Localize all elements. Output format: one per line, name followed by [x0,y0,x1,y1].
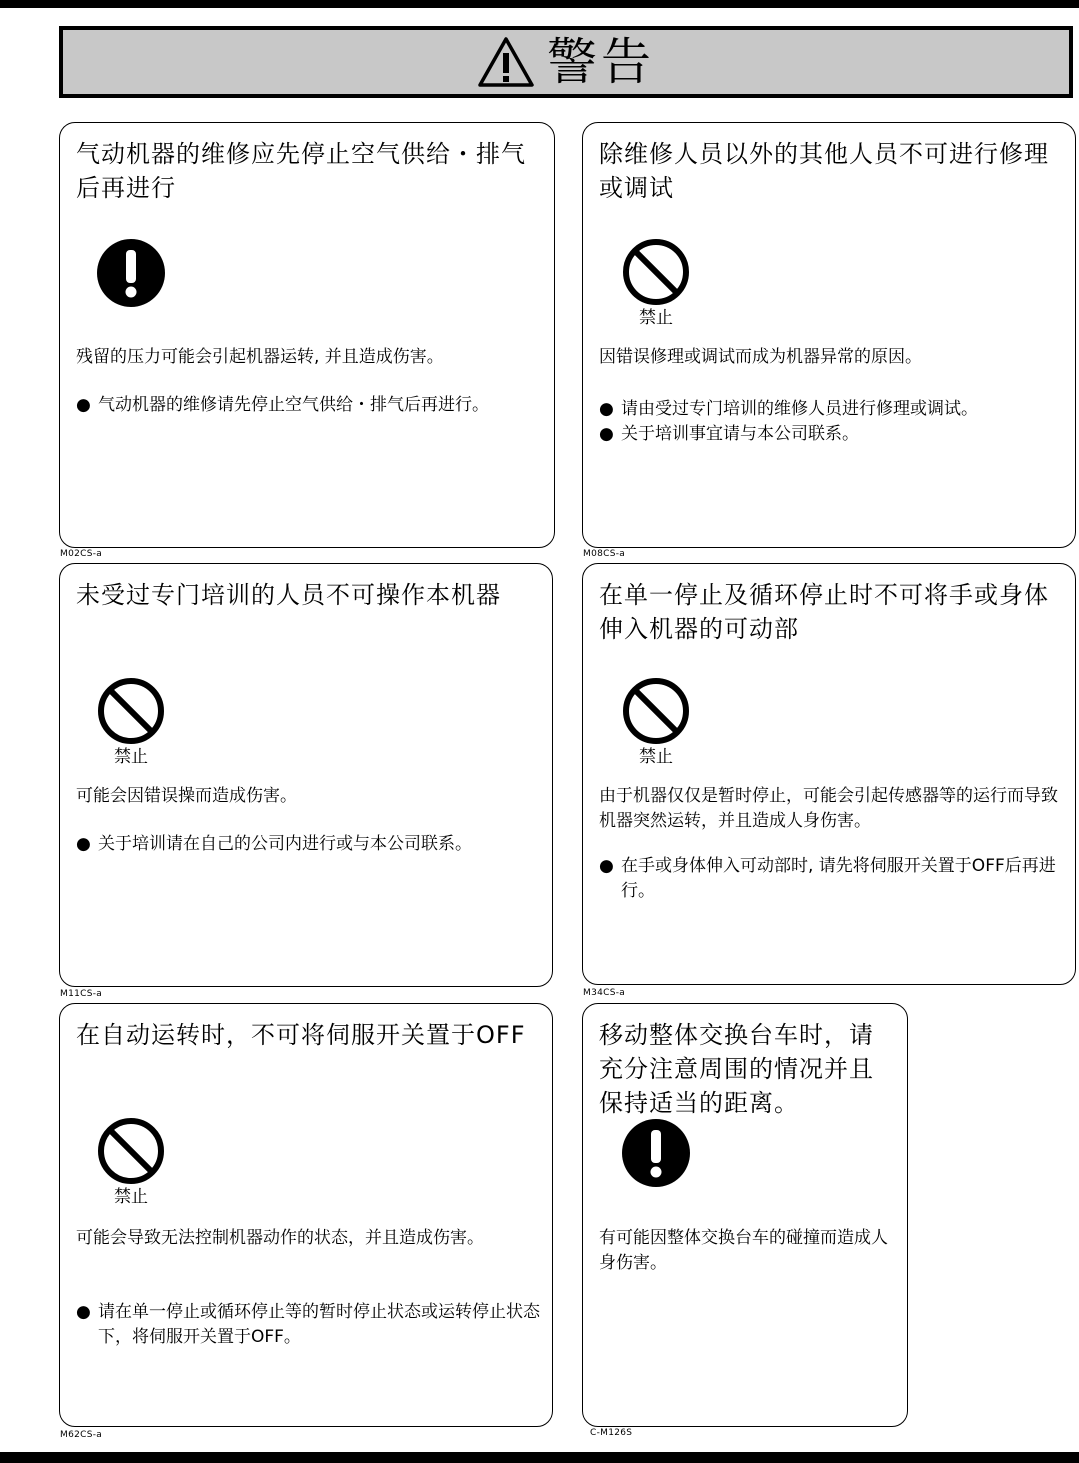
warning-card-untrained-operation [59,563,553,987]
card-body: 可能会因错误操而造成伤害。 [76,786,297,806]
card-symbol [96,676,166,768]
prohibited-icon [96,1116,166,1186]
bullet-item: ● 气动机器的维修请先停止空气供给・排气后再进行。 [76,395,489,415]
bullet-item: ● 请由受过专门培训的维修人员进行修理或调试。 [599,399,978,419]
card-body: 由于机器仅仅是暂时停止，可能会引起传感器等的运行而导致机器突然运转，并且造成人身伤害。 [599,786,1058,831]
card-heading: 未受过专门培训的人员不可操作本机器 [76,581,501,609]
bullet-item: ● 在手或身体伸入可动部时, 请先将伺服开关置于OFF后再进行。 [599,856,1056,901]
card-code: C-M126S [590,1428,633,1438]
card-heading: 在单一停止及循环停止时不可将手或身体伸入机器的可动部 [599,581,1049,643]
prohibited-icon [621,237,691,307]
prohibited-icon [96,676,166,746]
card-symbol [621,1118,691,1188]
warning-banner [59,26,1073,98]
banner-title: 警告 [547,33,655,91]
prohibited-icon [621,676,691,746]
bullet-item: ● 请在单一停止或循环停止等的暂时停止状态或运转停止状态下，将伺服开关置于OFF。 [76,1302,540,1347]
card-symbol [621,237,691,329]
card-bullets [599,854,1069,904]
card-symbol [621,676,691,768]
top-rule [0,0,1079,8]
card-body: 残留的压力可能会引起机器运转, 并且造成伤害。 [76,347,444,367]
card-heading: 气动机器的维修应先停止空气供给・排气后再进行 [76,140,526,202]
card-body: 因错误修理或调试而成为机器异常的原因。 [599,347,922,367]
prohibited-caption: 禁止 [639,747,673,767]
card-bullets [76,393,548,418]
card-symbol [96,238,166,308]
card-body: 可能会导致无法控制机器动作的状态，并且造成伤害。 [76,1228,484,1248]
card-code: M08CS-a [583,549,626,559]
bullet-item: ● 关于培训事宜请与本公司联系。 [599,424,859,444]
prohibited-caption: 禁止 [114,1187,148,1207]
mandatory-icon [621,1118,691,1188]
card-body: 有可能因整体交换台车的碰撞而造成人身伤害。 [599,1228,888,1273]
bullet-item: ● 关于培训请在自己的公司内进行或与本公司联系。 [76,834,472,854]
warning-card-unauthorized-repair [582,122,1076,548]
warning-card-pneumatic-maintenance [59,122,555,548]
card-bullets [76,1300,546,1350]
card-heading: 除维修人员以外的其他人员不可进行修理或调试 [599,140,1049,202]
card-heading: 在自动运转时，不可将伺服开关置于OFF [76,1021,526,1049]
warning-triangle-icon [477,36,535,88]
card-code: M11CS-a [60,989,103,999]
card-code: M02CS-a [60,549,103,559]
card-bullets [599,397,1069,447]
card-symbol [96,1116,166,1208]
prohibited-caption: 禁止 [639,308,673,328]
mandatory-icon [96,238,166,308]
warning-card-moving-cart [582,1003,908,1427]
warning-card-servo-off [59,1003,553,1427]
bottom-rule [0,1452,1079,1463]
card-bullets [76,832,546,857]
card-code: M34CS-a [583,988,626,998]
warning-card-hands-in-moving-parts [582,563,1076,985]
card-heading: 移动整体交换台车时，请充分注意周围的情况并且保持适当的距离。 [599,1021,874,1117]
card-code: M62CS-a [60,1430,103,1440]
prohibited-caption: 禁止 [114,747,148,767]
